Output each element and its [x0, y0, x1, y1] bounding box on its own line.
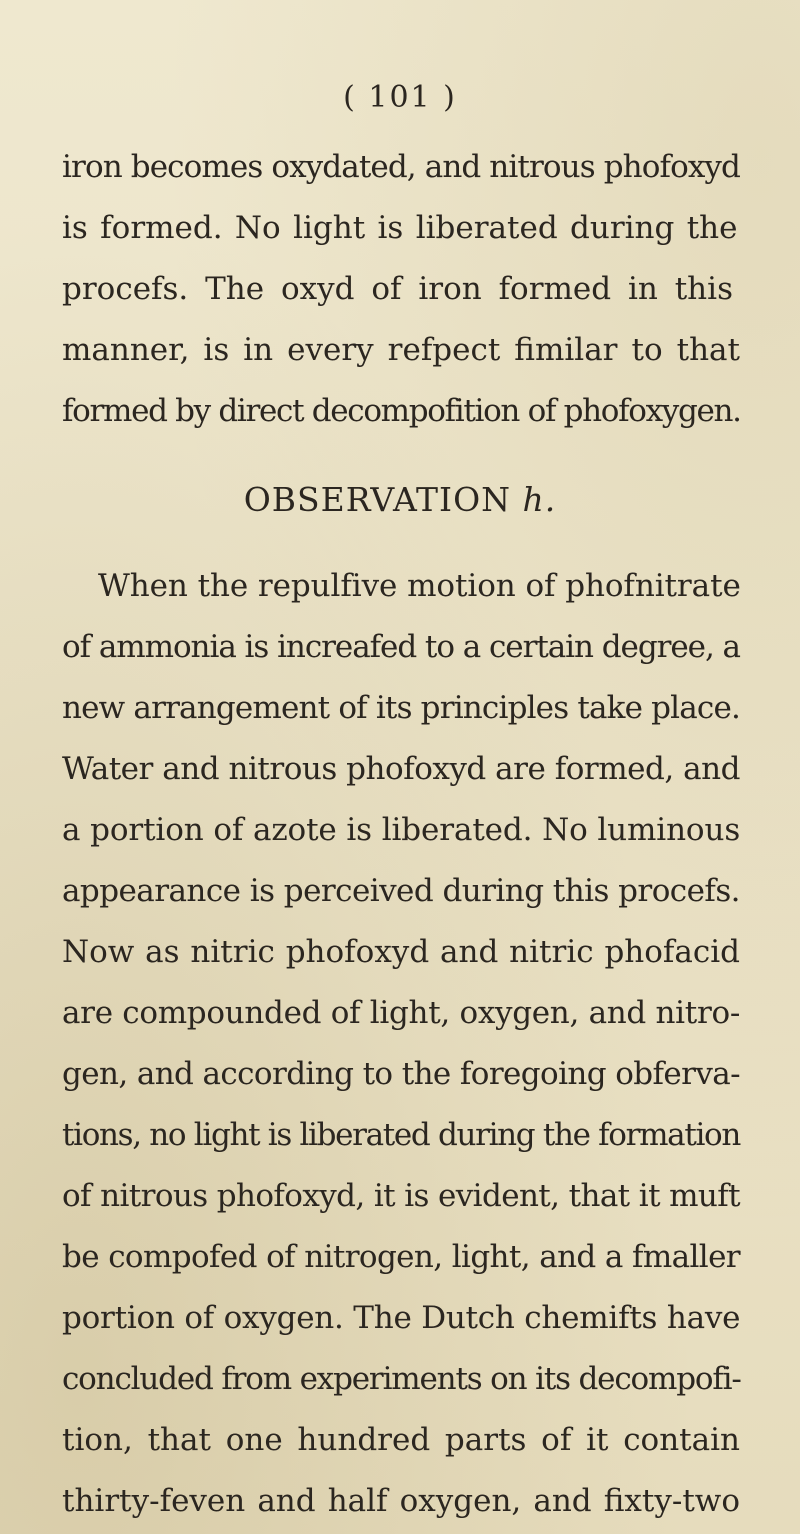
text-line: procefs. The oxyd of iron formed in this — [62, 271, 733, 307]
text-line: be compofed of nitrogen, light, and a fmaller — [62, 1239, 740, 1275]
text-line: concluded from experiments on its decompofi- — [62, 1361, 741, 1397]
section-heading-suffix: h. — [522, 480, 557, 519]
text-line: a portion of azote is liberated. No luminous — [62, 812, 741, 848]
page-number-header: ( 101 ) — [343, 80, 457, 115]
text-line: Now as nitric phofoxyd and nitric phofacid — [62, 934, 740, 970]
text-line: gen, and according to the foregoing obferva- — [62, 1056, 740, 1092]
text-line: portion of oxygen. The Dutch chemifts have — [62, 1300, 741, 1336]
text-line: thirty-feven and half oxygen, and fixty-two — [62, 1483, 740, 1519]
text-line: tions, no light is liberated during the formation — [62, 1117, 740, 1153]
text-line: of ammonia is increafed to a certain degree, a — [62, 629, 740, 665]
text-line: manner, is in every refpect fimilar to that — [62, 332, 740, 368]
text-line: Water and nitrous phofoxyd are formed, and — [62, 751, 740, 787]
section-heading-title: OBSERVATION — [243, 480, 511, 519]
text-line: new arrangement of its principles take place. — [62, 690, 740, 726]
text-line: iron becomes oxydated, and nitrous phofoxyd — [62, 149, 740, 185]
text-line: When the repulfive motion of phofnitrate — [98, 568, 741, 604]
section-heading — [0, 480, 800, 519]
text-line: is formed. No light is liberated during the — [62, 210, 738, 246]
text-line: are compounded of light, oxygen, and nitro- — [62, 995, 740, 1031]
text-line: formed by direct decompofition of phofoxygen. — [62, 393, 741, 429]
text-line: of nitrous phofoxyd, it is evident, that it muft — [62, 1178, 740, 1214]
text-line: tion, that one hundred parts of it contain — [62, 1422, 740, 1458]
text-line: appearance is perceived during this procefs. — [62, 873, 740, 909]
